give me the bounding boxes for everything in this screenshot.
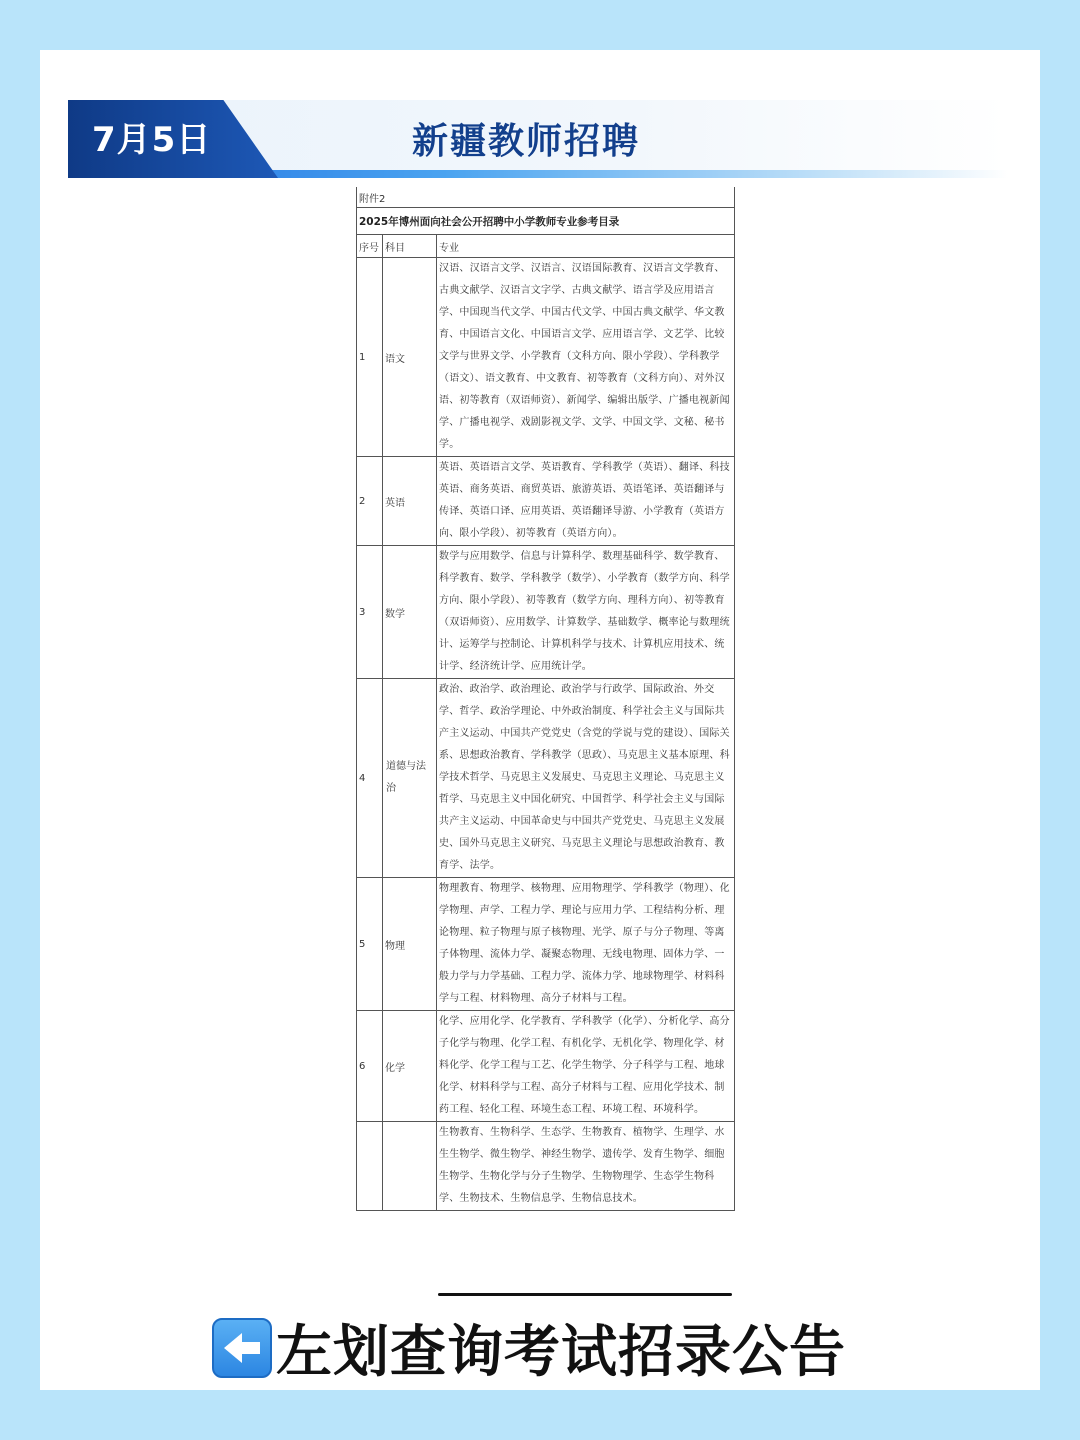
header-row [357, 235, 735, 258]
row-subject: 化学 [383, 1011, 437, 1122]
table-row [357, 1011, 735, 1122]
row-no: 6 [357, 1011, 383, 1122]
table-row [357, 258, 735, 457]
row-majors: 物理教育、物理学、核物理、应用物理学、学科教学（物理）、化学物理、声学、工程力学、理论与应用力学、工程结构分析、理论物理、粒子物理与原子核物理、光学、原子与分子物理、等离子体物理、流体力学、凝聚态物理、无线电物理、固体力学、一般力学与力学基础、工程力学、流体力学、地球物理学、材料科学与工程、材料物理、高分子材料与工程。 [437, 878, 735, 1011]
handwritten-underline [438, 1293, 732, 1296]
row-subject [383, 1122, 437, 1211]
swipe-left-cta[interactable] [212, 1312, 846, 1384]
row-no: 1 [357, 258, 383, 457]
table-row [357, 878, 735, 1011]
row-majors: 汉语、汉语言文学、汉语言、汉语国际教育、汉语言文学教育、古典文献学、汉语言文字学、古典文献学、语言学及应用语言学、中国现当代文学、中国古代文学、中国古典文献学、华文教育、中国语言文化、中国语言文学、应用语言学、文艺学、比较文学与世界文学、小学教育（文科方向、限小学段）、学科教学（语文）、语文教育、中文教育、初等教育（文科方向）、对外汉语、初等教育（双语师资）、新闻学、编辑出版学、广播电视新闻学、广播电视学、戏剧影视文学、文学、中国文学、文秘、秘书学。 [437, 258, 735, 457]
row-majors: 化学、应用化学、化学教育、学科教学（化学）、分析化学、高分子化学与物理、化学工程、有机化学、无机化学、物理化学、材料化学、化学工程与工艺、化学生物学、分子科学与工程、地球化学、材料科学与工程、高分子材料与工程、应用化学技术、制药工程、轻化工程、环境生态工程、环境工程、环境科学。 [437, 1011, 735, 1122]
table-row [357, 1122, 735, 1211]
row-majors: 生物教育、生物科学、生态学、生物教育、植物学、生理学、水生生物学、微生物学、神经生物学、遗传学、发育生物学、细胞生物学、生物化学与分子生物学、生物物理学、生态学生物科学、生物技术、生物信息学、生物信息技术。 [437, 1122, 735, 1211]
row-subject: 英语 [383, 457, 437, 546]
table-row [357, 679, 735, 878]
column-header-major: 专业 [437, 235, 735, 258]
table-row [357, 546, 735, 679]
row-subject: 道德与法治 [383, 679, 437, 878]
caption-row [357, 208, 735, 235]
row-no: 5 [357, 878, 383, 1011]
row-no: 3 [357, 546, 383, 679]
row-subject: 语文 [383, 258, 437, 457]
row-subject: 物理 [383, 878, 437, 1011]
attachment-row [357, 187, 735, 208]
row-subject: 数学 [383, 546, 437, 679]
row-majors: 英语、英语语言文学、英语教育、学科教学（英语）、翻译、科技英语、商务英语、商贸英语、旅游英语、英语笔译、英语翻译与传译、英语口译、应用英语、英语翻译导游、小学教育（英语方向、限小学段）、初等教育（英语方向）。 [437, 457, 735, 546]
table-caption: 2025年博州面向社会公开招聘中小学教师专业参考目录 [357, 208, 735, 235]
cta-label: 左划查询考试招录公告 [276, 1320, 846, 1385]
document-scan [356, 187, 735, 1306]
left-arrow-icon [212, 1318, 272, 1378]
row-majors: 数学与应用数学、信息与计算科学、数理基础科学、数学教育、科学教育、数学、学科教学（数学）、小学教育（数学方向、科学方向、限小学段）、初等教育（数学方向、理科方向）、初等教育（双语师资）、应用数学、计算数学、基础数学、概率论与数理统计、运筹学与控制论、计算机科学与技术、计算机应用技术、统计学、经济统计学、应用统计学。 [437, 546, 735, 679]
row-no [357, 1122, 383, 1211]
row-no: 4 [357, 679, 383, 878]
page-title: 新疆教师招聘 [412, 121, 641, 162]
row-majors: 政治、政治学、政治理论、政治学与行政学、国际政治、外交学、哲学、政治学理论、中外政治制度、科学社会主义与国际共产主义运动、中国共产党党史（含党的学说与党的建设）、国际关系、思想政治教育、学科教学（思政）、马克思主义基本原理、科学技术哲学、马克思主义发展史、马克思主义理论、马克思主义哲学、马克思主义中国化研究、中国哲学、科学社会主义与国际共产主义运动、中国革命史与中国共产党党史、马克思主义发展史、国外马克思主义研究、马克思主义理论与思想政治教育、教育学、法学。 [437, 679, 735, 878]
column-header-no: 序号 [357, 235, 383, 258]
major-catalog-table [356, 187, 735, 1211]
row-no: 2 [357, 457, 383, 546]
attachment-label: 附件2 [357, 187, 735, 208]
table-row [357, 457, 735, 546]
date-label: 7月5日 [92, 120, 212, 160]
column-header-subject: 科目 [383, 235, 437, 258]
